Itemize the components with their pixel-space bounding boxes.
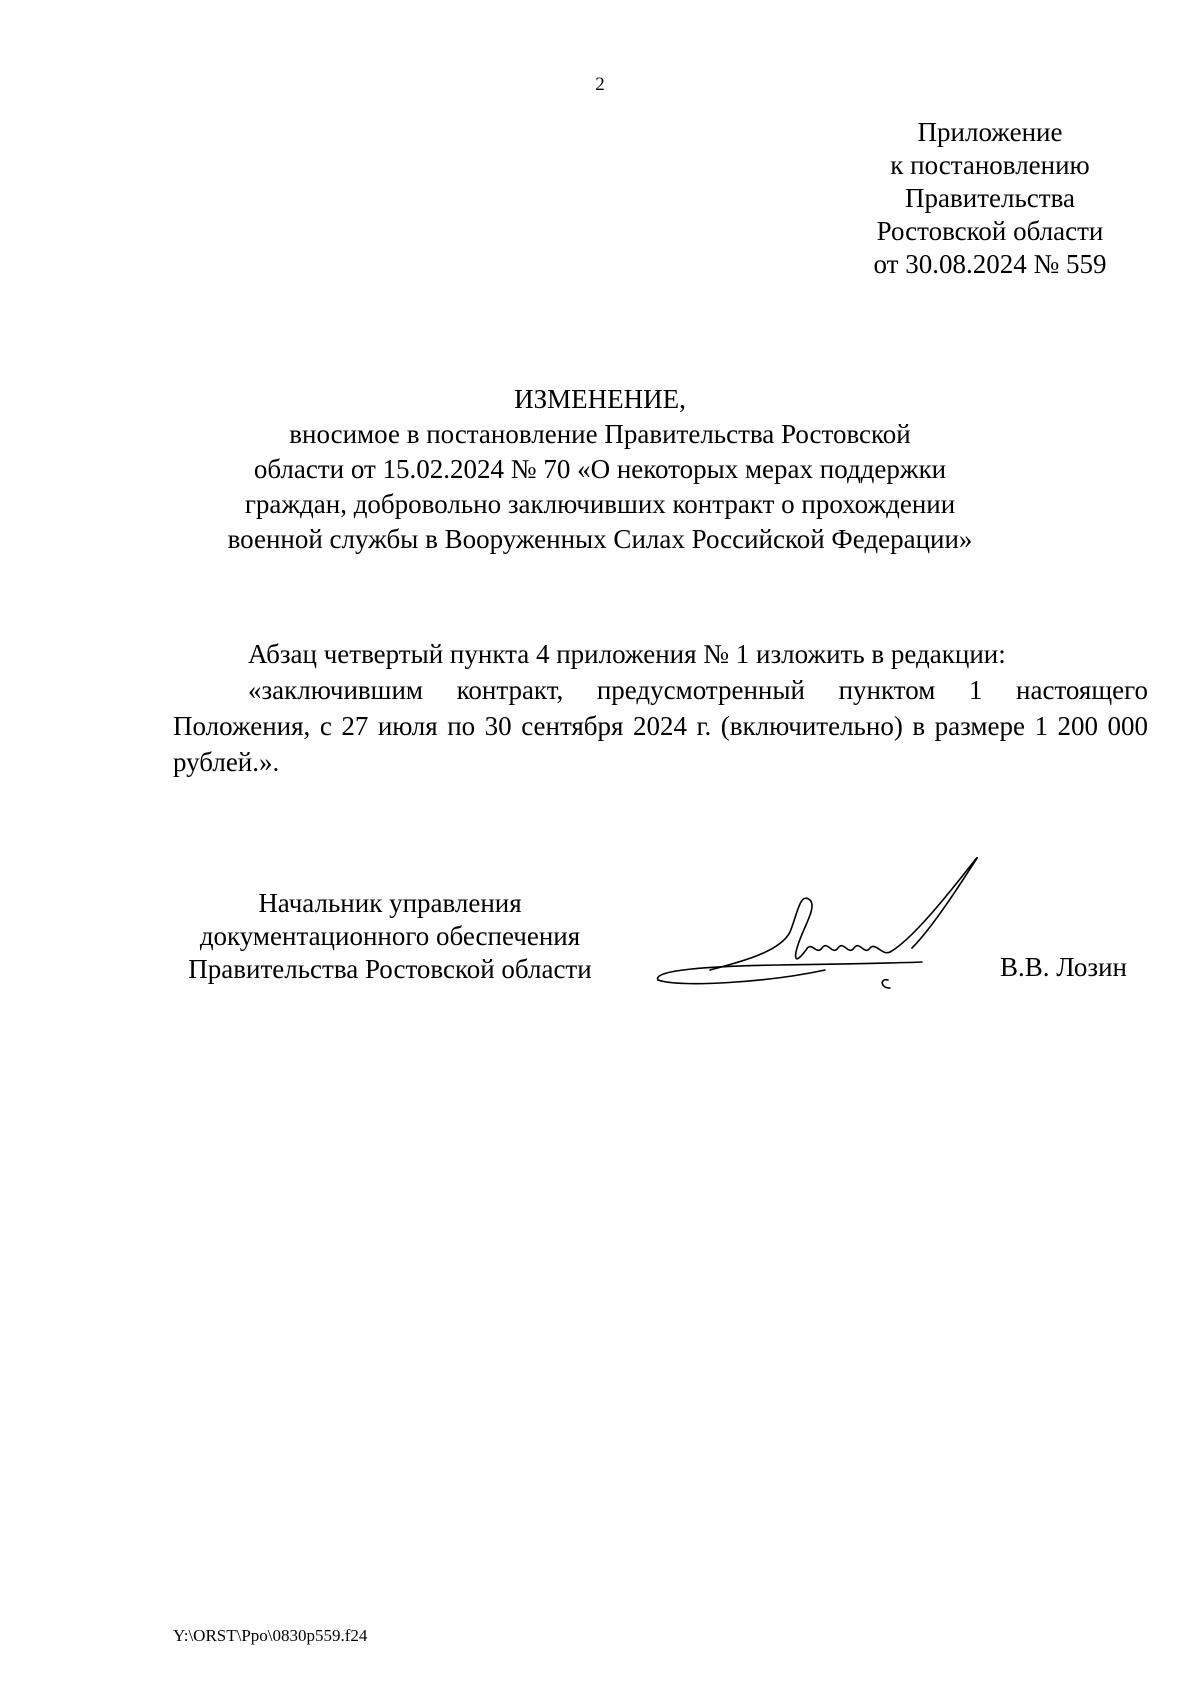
signatory-title-line: документационного обеспечения [199, 921, 581, 951]
appendix-line: Приложение [917, 117, 1063, 147]
signatory-title-line: Начальник управления [258, 888, 522, 918]
title-line: вносимое в постановление Правительства Ростовской [289, 419, 911, 449]
appendix-line: Правительства [905, 183, 1075, 213]
title-heading: ИЗМЕНЕНИЕ, [514, 384, 686, 414]
signatory-title [160, 887, 620, 986]
title-line: области от 15.02.2024 № 70 «О некоторых мерах поддержки [253, 454, 947, 484]
appendix-line: Ростовской области [876, 216, 1104, 246]
signatory-name: В.В. Лозин [1000, 952, 1127, 982]
handwritten-signature [650, 852, 980, 1002]
file-path: Y:\ORST\Ppo\0830p559.f24 [173, 1626, 368, 1645]
body-paragraph: Абзац четвертый пункта 4 приложения № 1 изложить в редакции: [248, 639, 1006, 669]
appendix-header [820, 116, 1160, 281]
body-paragraph: «заключившим контракт, предусмотренный пунктом 1 настоящего Положения, с 27 июля по 30 сентября 2024 г. (включительно) в размере 1 200 000 рублей.». [173, 675, 1148, 777]
signatory-title-line: Правительства Ростовской области [188, 954, 592, 984]
appendix-line: от 30.08.2024 № 559 [873, 249, 1107, 279]
document-title [150, 382, 1050, 557]
title-line: граждан, добровольно заключивших контракт о прохождении [244, 489, 956, 519]
page-number: 2 [595, 74, 605, 95]
body-text [173, 636, 1148, 780]
appendix-line: к постановлению [890, 150, 1090, 180]
title-line: военной службы в Вооруженных Силах Российской Федерации» [227, 524, 973, 554]
